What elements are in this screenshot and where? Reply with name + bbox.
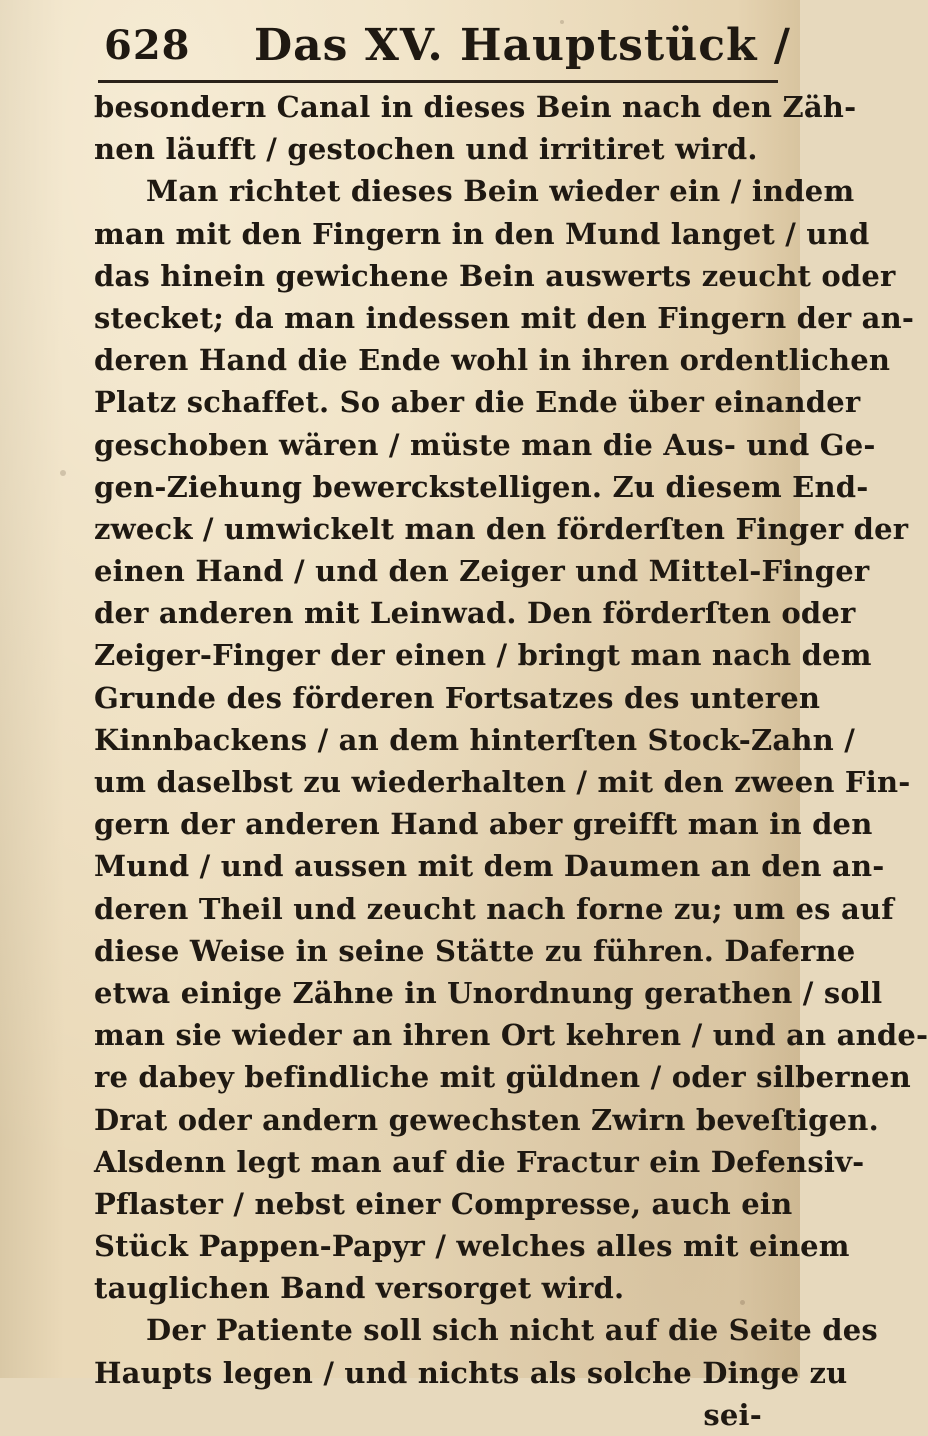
page-header bbox=[104, 20, 791, 72]
text-line: Zeiger-Finger der einen / bringt man nach dem bbox=[94, 638, 872, 673]
paragraph-start-line: Der Patiente soll sich nicht auf die Seite des bbox=[146, 1313, 878, 1348]
text-line: tauglichen Band versorget wird. bbox=[94, 1271, 625, 1306]
text-line: Platz schaffet. So aber die Ende über einander bbox=[94, 385, 861, 420]
text-line: etwa einige Zähne in Unordnung gerathen / soll bbox=[94, 975, 883, 1010]
text-line: man sie wieder an ihren Ort kehren / und an ande- bbox=[94, 1018, 928, 1053]
text-line: stecket; da man indessen mit den Fingern der an- bbox=[94, 300, 915, 335]
catchword: sei- bbox=[703, 1397, 762, 1432]
text-line: um daselbst zu wiederhalten / mit den zween Fin- bbox=[94, 765, 911, 799]
text-line: Drat oder andern gewechsten Zwirn beveſtigen. bbox=[94, 1102, 879, 1137]
text-line: deren Theil und zeucht nach forne zu; um es auf bbox=[94, 891, 894, 926]
paragraph-start-line: Man richtet dieses Bein wieder ein / indem bbox=[146, 174, 855, 209]
text-line: man mit den Fingern in den Mund langet / und bbox=[94, 216, 870, 251]
text-line: zweck / umwickelt man den förderſten Finger der bbox=[94, 511, 909, 546]
text-line: das hinein gewichene Bein auswerts zeucht oder bbox=[94, 258, 896, 293]
text-line: Haupts legen / und nichts als solche Dinge zu bbox=[94, 1355, 848, 1390]
paper-speck bbox=[60, 470, 66, 476]
text-line: einen Hand / und den Zeiger und Mittel-Finger bbox=[94, 554, 870, 589]
header-rule bbox=[98, 80, 778, 83]
text-line: re dabey befindliche mit güldnen / oder silbernen bbox=[94, 1060, 911, 1095]
text-line: Kinnbackens / an dem hinterſten Stock-Zahn / bbox=[94, 722, 856, 757]
text-line: gern der anderen Hand aber greifft man in den bbox=[94, 807, 873, 842]
text-line: Grunde des förderen Fortsatzes des unteren bbox=[94, 680, 821, 715]
text-line: Mund / und aussen mit dem Daumen an den an- bbox=[94, 849, 885, 884]
text-line: Alsdenn legt man auf die Fractur ein Defensiv- bbox=[94, 1144, 865, 1179]
body-text bbox=[94, 86, 928, 1436]
text-line: Stück Pappen-Papyr / welches alles mit einem bbox=[94, 1229, 850, 1264]
text-line: gen-Ziehung bewerckstelligen. Zu diesem End- bbox=[94, 469, 869, 504]
text-line: diese Weise in seine Stätte zu führen. Daferne bbox=[94, 933, 856, 968]
text-line: besondern Canal in dieses Bein nach den Zäh- bbox=[94, 90, 857, 124]
text-line: geschoben wären / müste man die Aus- und Ge- bbox=[94, 427, 876, 462]
text-line: der anderen mit Leinwad. Den förderſten oder bbox=[94, 596, 856, 631]
text-line: deren Hand die Ende wohl in ihren ordentlichen bbox=[94, 343, 891, 378]
text-line: nen läufft / gestochen und irritiret wird. bbox=[94, 132, 758, 167]
running-head: Das XV. Hauptstück / bbox=[254, 20, 791, 71]
text-line: Pflaster / nebst einer Compresse, auch ein bbox=[94, 1186, 793, 1221]
page-number: 628 bbox=[104, 22, 191, 69]
